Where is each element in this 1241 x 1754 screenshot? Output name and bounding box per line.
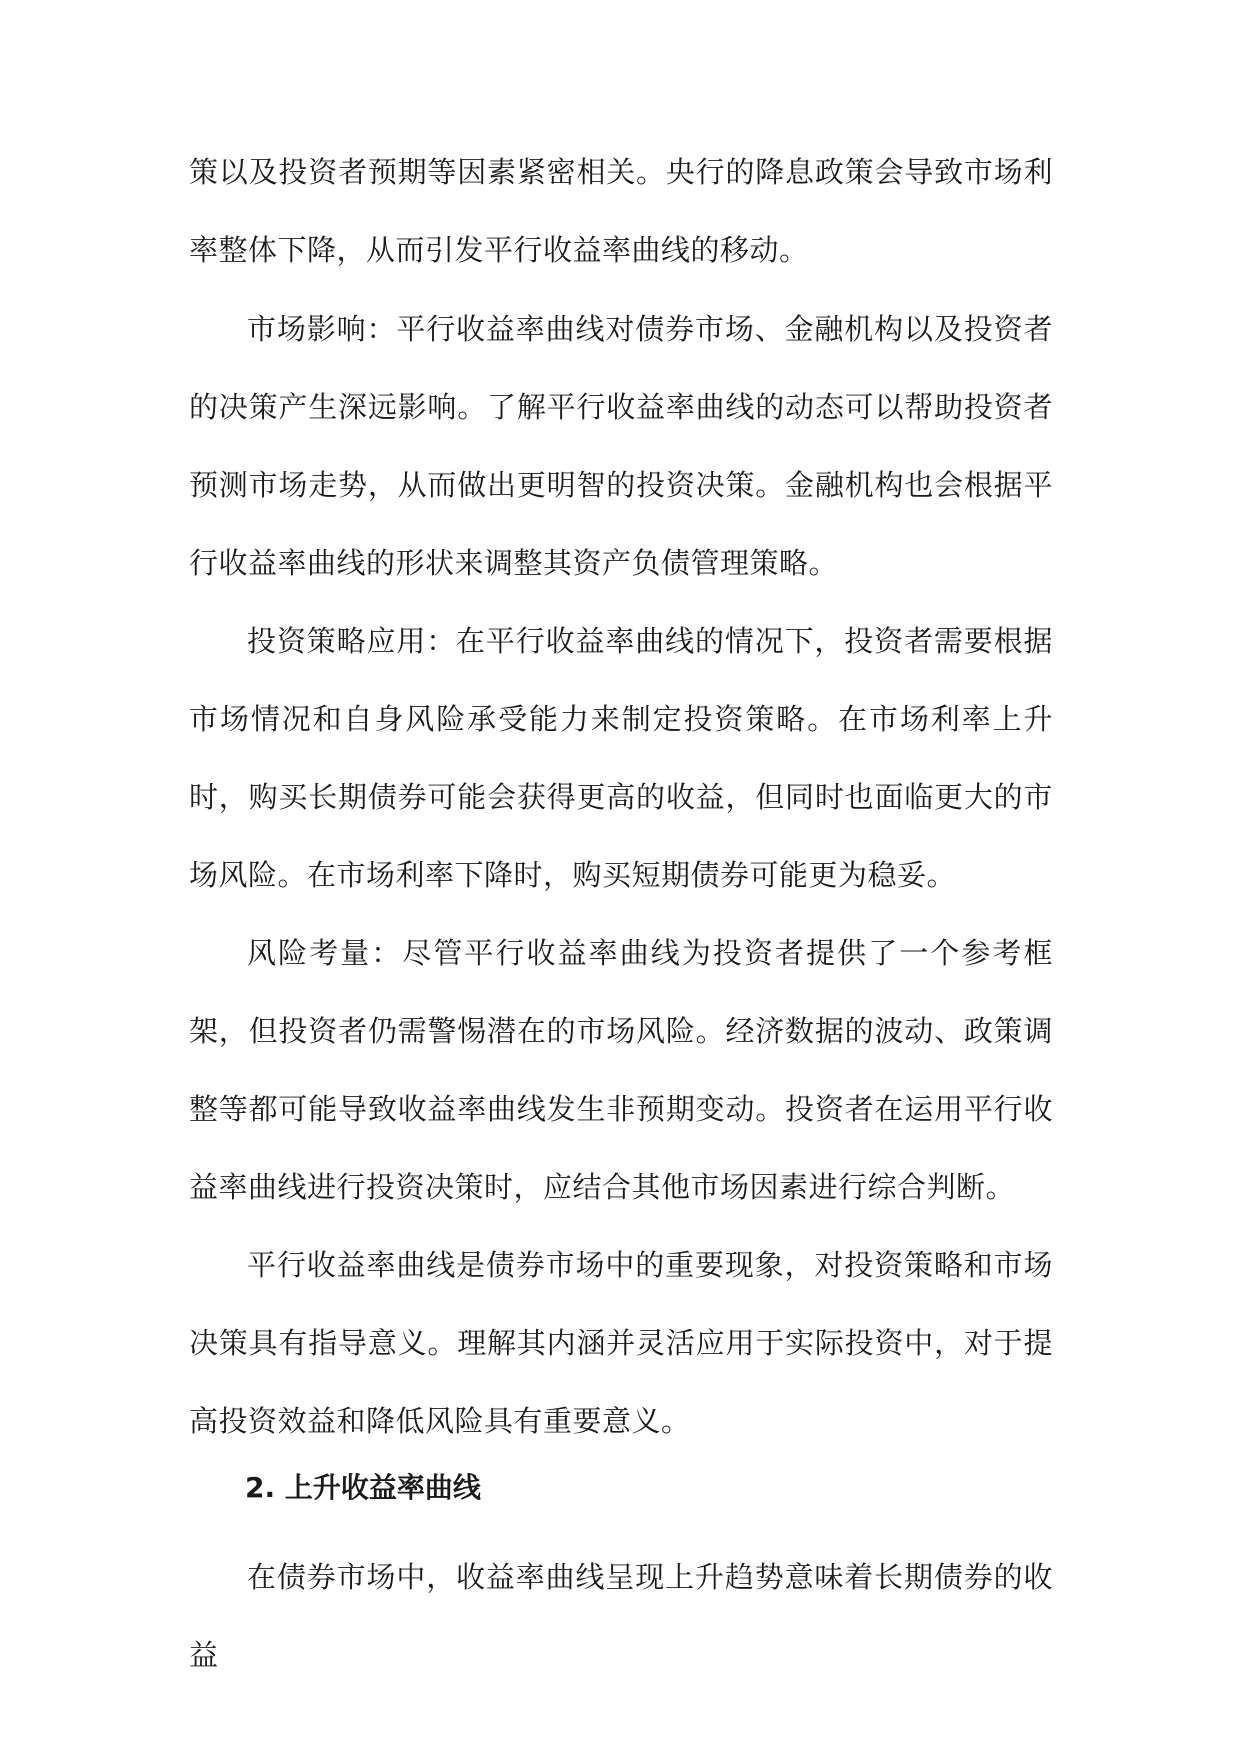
paragraph-market-impact: 市场影响：平行收益率曲线对债券市场、金融机构以及投资者的决策产生深远影响。了解平行收益率曲线的动态可以帮助投资者预测市场走势，从而做出更明智的投资决策。金融机构也会根据平行收益率曲线的形状来调整其资产负债管理策略。 (189, 312, 1053, 580)
paragraph-investment-strategy: 投资策略应用：在平行收益率曲线的情况下，投资者需要根据市场情况和自身风险承受能力来制定投资策略。在市场利率上升时，购买长期债券可能会获得更高的收益，但同时也面临更大的市场风险。在市场利率下降时，购买短期债券可能更为稳妥。 (189, 624, 1053, 892)
section-heading: 2. 上升收益率曲线 (245, 1471, 481, 1504)
paragraph-rising-curve-intro: 在债券市场中，收益率曲线呈现上升趋势意味着长期债券的收益 (189, 1560, 1053, 1672)
paragraph-continuation: 策以及投资者预期等因素紧密相关。央行的降息政策会导致市场利率整体下降，从而引发平行收益率曲线的移动。 (189, 155, 1053, 267)
paragraph-summary: 平行收益率曲线是债券市场中的重要现象，对投资策略和市场决策具有指导意义。理解其内涵并灵活应用于实际投资中，对于提高投资效益和降低风险具有重要意义。 (189, 1248, 1053, 1438)
paragraph-risk-consideration: 风险考量：尽管平行收益率曲线为投资者提供了一个参考框架，但投资者仍需警惕潜在的市场风险。经济数据的波动、政策调整等都可能导致收益率曲线发生非预期变动。投资者在运用平行收益率曲线进行投资决策时，应结合其他市场因素进行综合判断。 (189, 936, 1053, 1204)
